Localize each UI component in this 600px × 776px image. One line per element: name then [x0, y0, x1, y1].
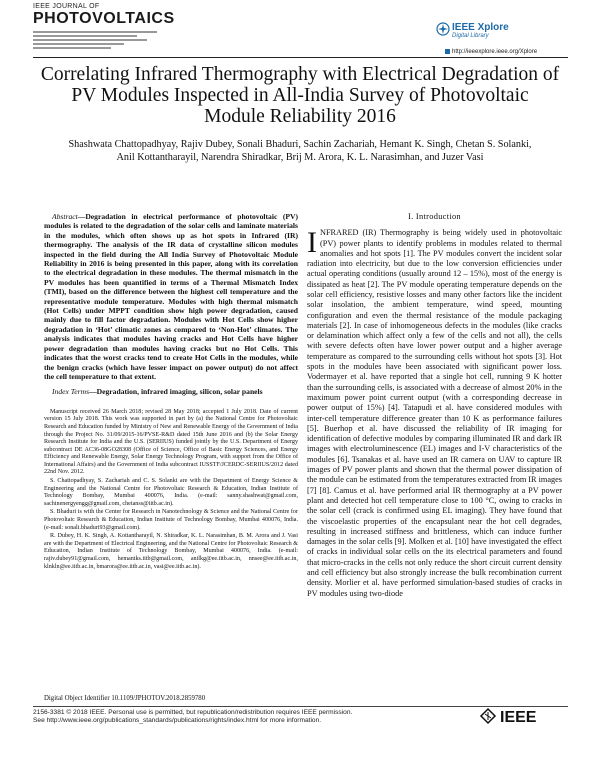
copyright-notice [33, 709, 352, 725]
abstract-label: Abstract [52, 212, 78, 221]
xplore-title: IEEE Xplore [452, 22, 509, 33]
footnote-affiliation: R. Dubey, H. K. Singh, A. Kottantharayil, N. Shiradkar, K. L. Narasimhan, B. M. Arora and J. Vasi are with the Department of Electrical Engineering, and the National Centre for Photovoltaic Research & Education, Indian Institute of Technology Bombay, Mumbai 400076, India. (e-mail: rajiv.dubey91@gmail.com, hemantks.iitb@gmail.com, anilkg@ee.iitb.ac.in, nnsee@ee.iitb.ac.in, klnkln@ee.iitb.ac.in, bmarora@ee.iitb.ac.in, vasi@ee.iitb.ac.in). [44, 533, 298, 570]
right-column [307, 212, 562, 599]
ieee-logo-text: IEEE [500, 709, 537, 726]
link-square-icon [445, 49, 450, 54]
introduction-text [307, 228, 562, 599]
footnote-affiliation: S. Bhaduri is with the Center for Research in Nanotechnology & Science and the National Centre for Photovoltaic Research & Education, Indian Institute of Technology Bombay, Mumbai 400076, India. (e-mail: sonali.bhaduri93@gmail.com). [44, 509, 298, 531]
drop-cap: I [307, 226, 317, 260]
xplore-url[interactable] [445, 49, 537, 55]
paper-title: Correlating Infrared Thermography with Electrical Degradation of PV Modules Inspected in All-India Survey of Photovoltaic Module Reliability 2016 [40, 64, 560, 127]
ieee-logo-icon [478, 706, 568, 726]
abstract [44, 212, 298, 381]
header-divider [33, 57, 568, 58]
section-heading: I. Introduction [408, 212, 461, 221]
footnote-manuscript: Manuscript received 26 March 2018; revised 28 May 2018; accepted 1 July 2018. Date of current version 15 July 2018. This work was supported in part by (a) the National Centre for Photovoltaic Research and Education funded by Ministry of New and Renewable Energy of the Government of India through the Project No. 31/09/2015-16/PVSE-R&D dated 15th June 2016 and (b) the Solar Energy Research Institute for India and the U.S. (SERIIUS) funded jointly by the U.S. Department of Energy subcontract DE AC36-08GO28308 (Office of Science, Office of Basic Energy Sciences, and Energy Efficiency and Renewable Energy, Solar Energy Technology Program, with support from the Office of International Affairs) and the Government of India subcontract IUSSTF/JCERDC-SERIIUS/2012 dated 22nd Nov. 2012. [44, 408, 298, 476]
index-terms-text: —Degradation, infrared imaging, silicon, solar panels [89, 387, 263, 397]
journal-name: PHOTOVOLTAICS [33, 10, 175, 27]
introduction-body: NFRARED (IR) Thermography is being widely used in photovoltaic (PV) power plants to identify problems in modules related to thermal anomalies and hot spots [1]. The PV modules convert the incident solar radiation into electricity, but due to the low conversion efficiencies under actual operating conditions (usually around 12 – 15%), most of the energy is dissipated as heat [2]. The PV module operating temperature depends on the solar cell efficiency, resistive losses and many other factors like the incident solar insolation, the ambient temperature, wind speed, mounting configuration and even the thermal resistance of the module packaging materials [2]. In case of inhomogeneous defects in the modules (like cracks or delamination which affect only a few of the cells and not all), the cells with severe defects often have lower power output and a higher average temperature as compared to the surrounding cells without hot spots [3]. Hot spots in the modules have been associated with significant power loss. Vodermayer et al. have reported that a single hot cell, running 9 K hotter than the surrounding cells, is associated with a decrease of almost 20% in the maximum power point current output (with a corresponding decrease in power output of 15%) [4]. Tatapudi et al. have considered modules with inter-cell temperature difference greater than 10 K as performance failures [5]. Buerhop et al. have discussed the reliability of IR imaging for identification of defective modules by comparing illuminated IR and dark IR images with electroluminescence (EL) images and I-V characteristics of the modules [6]. Tsanakas et al. have used an IR camera on UAV to capture IR images of PV power plants and shown that the thermal power dissipation of the module can be estimated from the temperatures extracted from IR images [7] [8]. Camus et al. have performed arial IR thermography at a PV power plant and detected hot cell temperature close to 100 °C, owing to cracks in the solar cell (crack is confirmed using EL imaging). They have found that the viscoelastic properties of the encapsulant near the hot cell degrades, resulting in increased stiffness and brittleness, which can induce further damages in the solar cells [9]. Molken et al. [10] have investigated the effect of cracks in individual solar cells on the its electrical parameters and found that micro-cracks in the cells not only reduce the short circuit current density and cell efficiency but also strongly increase the bulk recombination current density. Morlier et al. have performed simulation-based studies of cracks in PV modules using two-diode [307, 228, 562, 598]
paper-authors: Shashwata Chattopadhyay, Rajiv Dubey, Sonali Bhaduri, Sachin Zachariah, Hemant K. Singh, Chetan S. Solanki, Anil Kottantharayil, Narendra Shiradkar, Brij M. Arora, K. L. Narasimhan, and Juzer Vasi [68, 139, 532, 164]
index-terms-label: Index Terms [52, 387, 90, 397]
abstract-text: —Degradation in electrical performance of photovoltaic (PV) modules is related to the degradation of the solar cells and laminate materials in the modules, which often shows up as hot spots in Infrared (IR) thermography. The analysis of the IR data of crystalline silicon modules inspected in the field during the All India Survey of Photovoltaic Module Reliability in 2016 is being presented in this paper, along with its correlation to the electrical degradation in these modules. The thermal mismatch in the PV modules has been quantified in terms of a Thermal Mismatch Index (TMI), based on the difference between the highest cell temperature and the representative module temperature. Modules with high thermal mismatch (Hot Cells) under MPPT condition show high power degradation, caused mainly due to fill factor degradation. Modules with Hot Cells show higher degradation in ‘Hot’ climatic zones as compared to ‘Non-Hot’ climates. The analysis indicates that modules having cracks and Hot Cells have higher power degradation than modules having cracks but no Hot Cells. This indicates that the worst cracks tend to create Hot Cells in the modules, while the benign cracks (which have lesser impact on power output) do not affect the cell temperature to that extent. [44, 212, 298, 381]
doi: Digital Object Identifier 10.1109/JPHOTOV.2018.2859780 [44, 695, 206, 702]
rights-link-line[interactable]: See http://www.ieee.org/publications_standards/publications/rights/index.html for more information. [33, 717, 322, 725]
xplore-logo[interactable] [452, 22, 572, 39]
footnotes [44, 409, 298, 571]
index-terms [44, 387, 298, 396]
xplore-url-text: http://ieeexplore.ieee.org/Xplore [452, 49, 538, 56]
journal-series: IEEE JOURNAL OF [33, 3, 100, 10]
left-column [44, 212, 298, 572]
xplore-star-icon [436, 22, 450, 36]
footnote-affiliation: S. Chattopadhyay, S. Zachariah and C. S. Solanki are with the Department of Energy Science & Engineering and the National Centre for Photovoltaic Research & Education, Indian Institute of Technology Bombay, Mumbai 400076, India. (e-mail: sanny.shashwat@gmail.com, sachinenergyengg@gmail.com, chetanss@iitb.ac.in). [44, 478, 298, 507]
copyright-line: 2156-3381 © 2018 IEEE. Personal use is permitted, but republication/redistribution requires IEEE permission. [33, 709, 353, 716]
xplore-subtitle: Digital Library [452, 33, 489, 39]
journal-fine-print [33, 29, 163, 51]
